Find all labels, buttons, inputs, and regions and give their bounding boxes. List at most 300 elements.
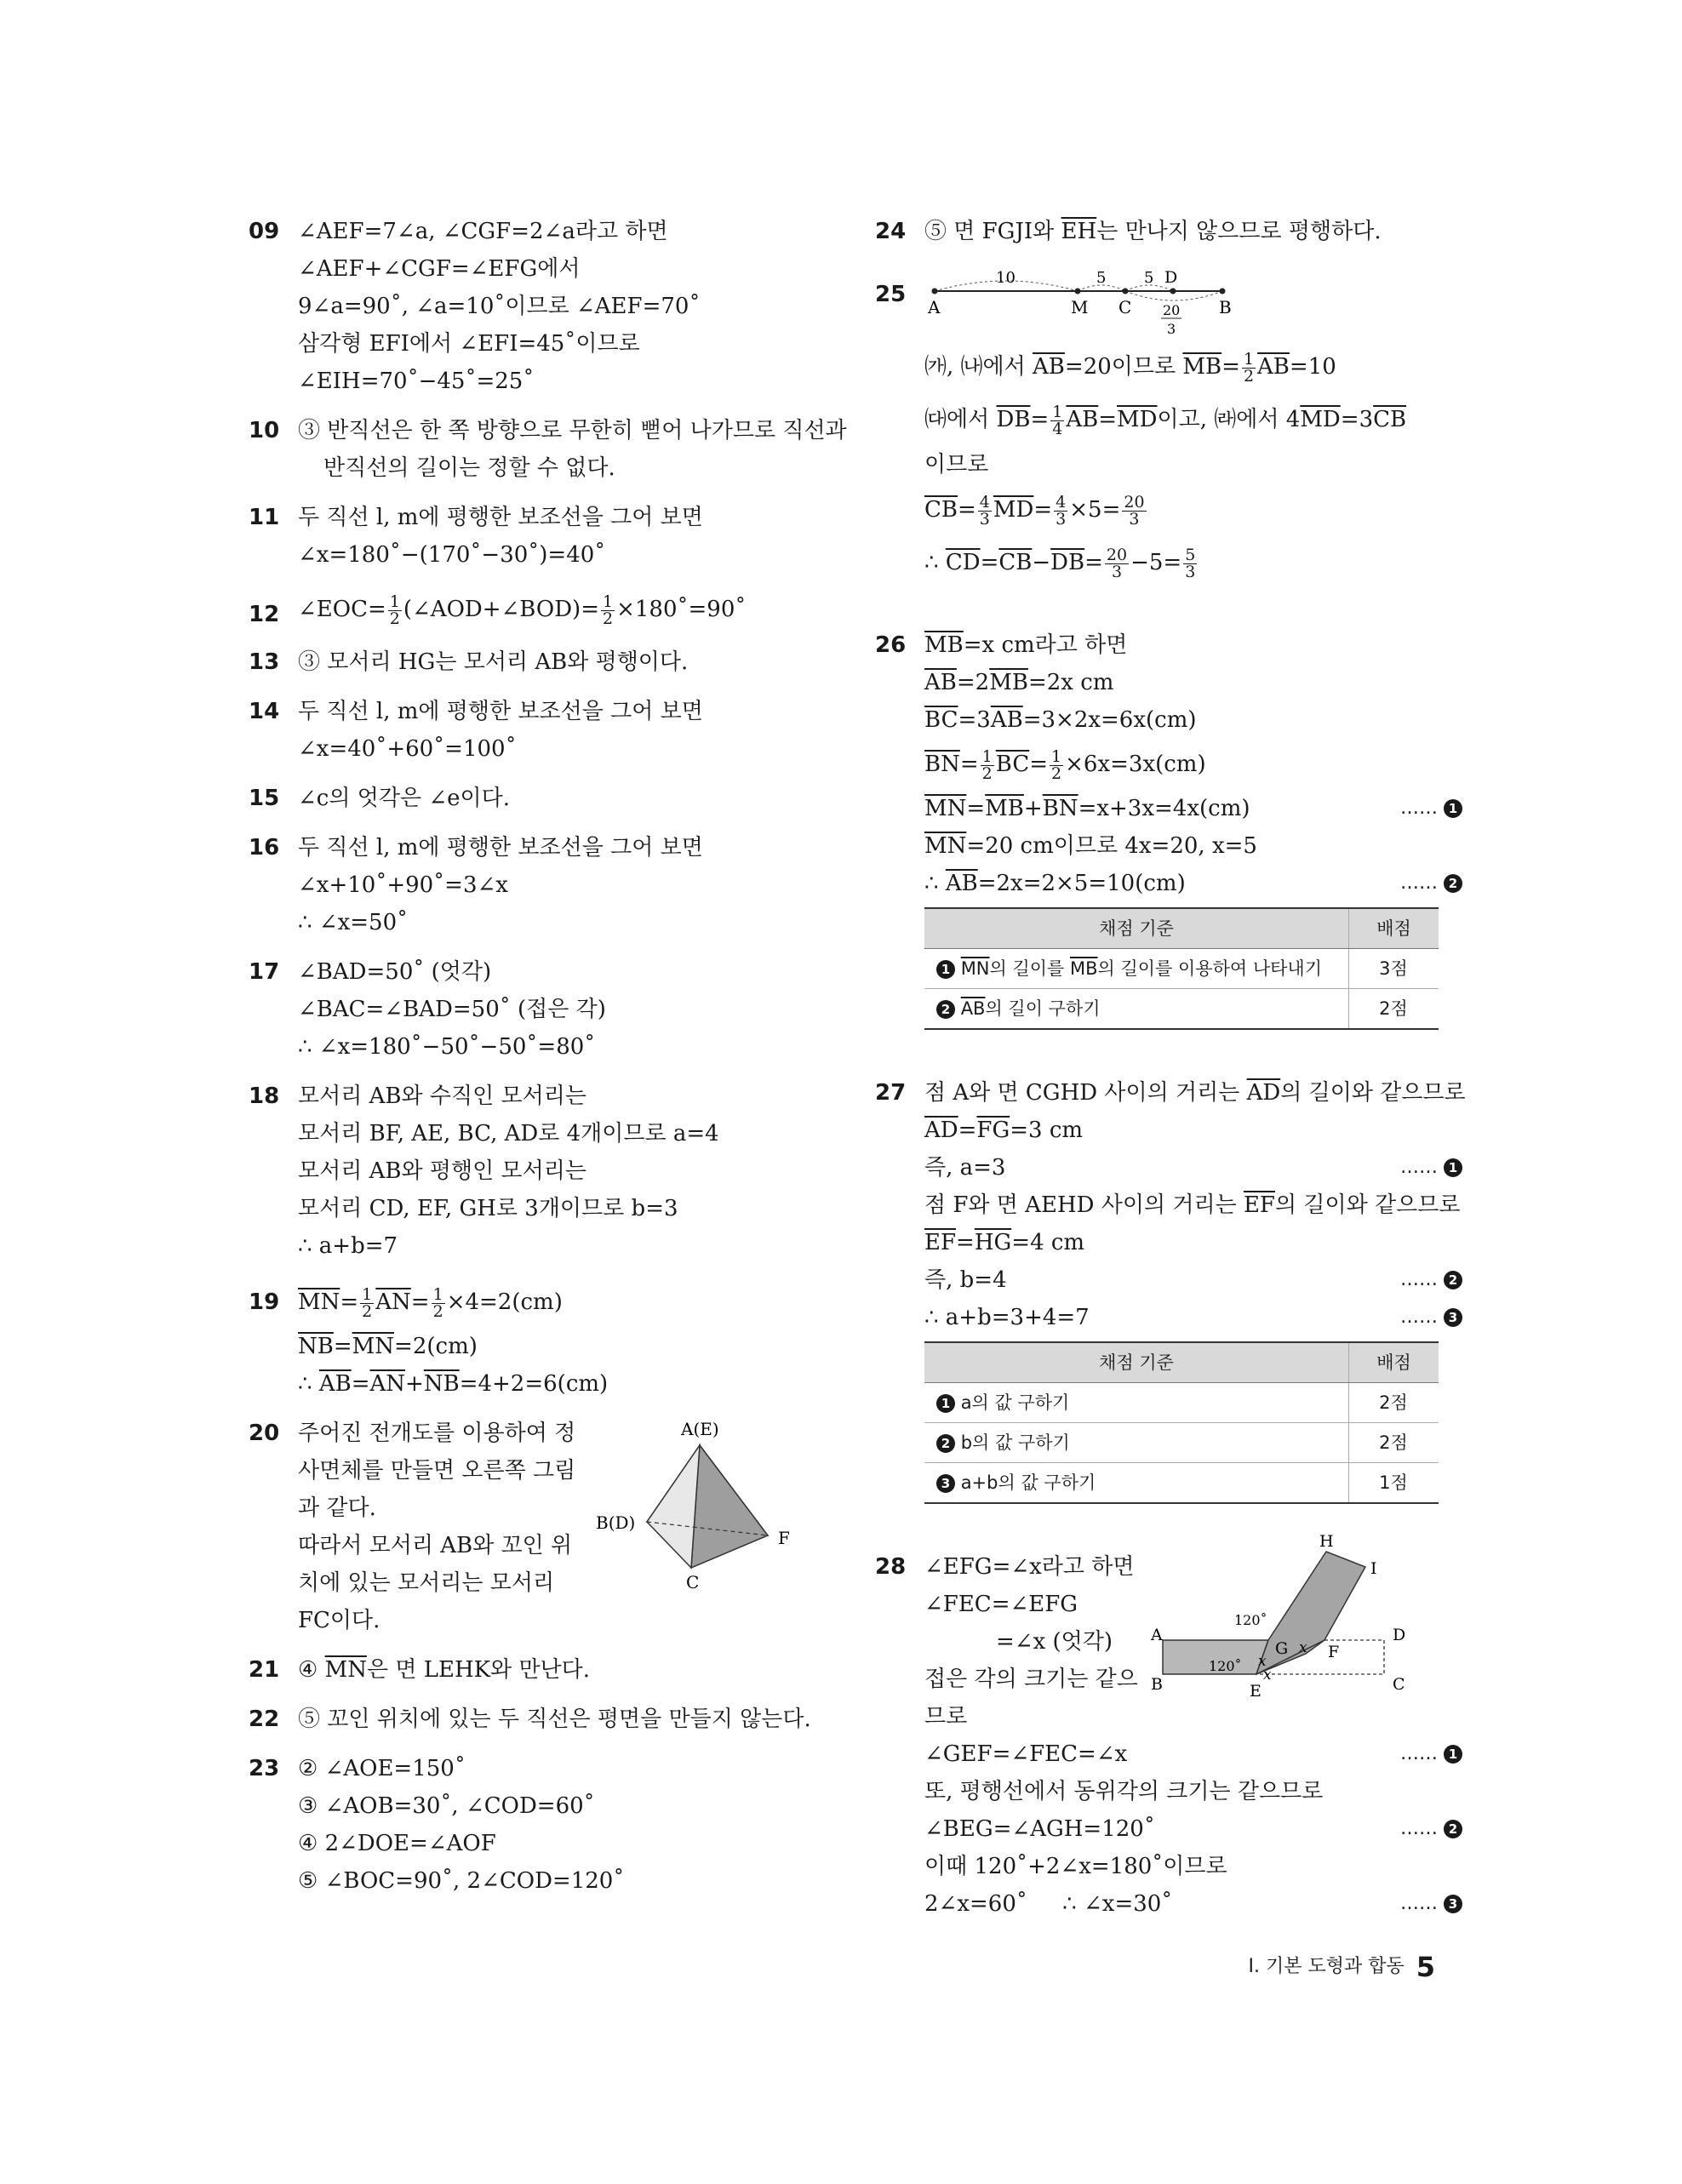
point-label: M xyxy=(1071,297,1089,317)
line: 모서리 BF, AE, BC, AD로 4개이므로 a=4 xyxy=(298,1121,719,1146)
line xyxy=(924,739,1462,790)
text: = xyxy=(959,752,979,777)
segment: $\overline{NB}$ xyxy=(298,1334,334,1359)
numerator: 1 xyxy=(981,746,993,766)
step-number-icon: 3 xyxy=(1444,1308,1462,1327)
segment: $\overline{AN}$ xyxy=(369,1371,406,1397)
point-label: I xyxy=(1370,1559,1377,1578)
line: 모서리 AB와 평행인 모서리는 xyxy=(298,1158,586,1184)
distance-label: 10 xyxy=(996,271,1015,287)
denominator: 2 xyxy=(1243,366,1255,386)
line xyxy=(924,827,1462,865)
line xyxy=(924,1261,1462,1299)
line: 접은 각의 크기는 같으 xyxy=(924,1667,1138,1692)
score-cell: 2점 xyxy=(1349,1423,1439,1463)
text: 2∠x=60˚ ∴ ∠x=30˚ xyxy=(924,1891,1173,1917)
line: ∠BAC=∠BAD=50˚ (접은 각) xyxy=(298,997,606,1022)
point-label: B xyxy=(1151,1675,1163,1694)
problem-20 xyxy=(249,1415,844,1639)
line: ④ 2∠DOE=∠AOF xyxy=(298,1831,496,1856)
denominator: 3 xyxy=(1185,562,1196,581)
problem-number: 25 xyxy=(875,282,907,307)
text: ×180˚=90˚ xyxy=(616,597,747,622)
point xyxy=(1220,289,1226,294)
step-marker xyxy=(1400,865,1462,902)
text: =3 xyxy=(958,707,991,733)
line xyxy=(924,536,1462,589)
denominator: 3 xyxy=(1111,562,1123,581)
text: 의 길이를 xyxy=(989,958,1071,979)
denominator: 2 xyxy=(602,609,614,628)
segment: $\overline{MN}$ xyxy=(924,796,967,821)
segment: $\overline{MD}$ xyxy=(1117,407,1158,432)
segment: $\overline{BC}$ xyxy=(995,752,1030,777)
score-cell: 2점 xyxy=(1349,989,1439,1030)
fraction xyxy=(388,594,402,627)
vertex-label: F xyxy=(778,1528,790,1548)
segment: $\overline{EF}$ xyxy=(924,1230,957,1255)
text: a의 값 구하기 xyxy=(960,1392,1070,1413)
segment: $\overline{MB}$ xyxy=(1182,354,1222,380)
denominator: 4 xyxy=(1052,419,1063,438)
text: ㈎, ㈏에서 xyxy=(924,354,1033,380)
line xyxy=(924,1299,1462,1336)
text: b의 값 구하기 xyxy=(960,1432,1070,1453)
header-score: 배점 xyxy=(1349,1342,1439,1383)
text: = xyxy=(1221,354,1240,380)
line: ② ∠AOE=150˚ xyxy=(298,1756,466,1781)
text: 은 면 LEHK와 만난다. xyxy=(366,1657,591,1683)
dots: …… xyxy=(1400,1743,1438,1764)
text: =2(cm) xyxy=(394,1334,478,1359)
segment: $\overline{AB}$ xyxy=(990,707,1023,733)
fraction-numerator: 20 xyxy=(1163,302,1181,318)
fraction xyxy=(1105,547,1129,580)
text: = xyxy=(340,1289,359,1315)
distance-label: 5 xyxy=(1144,271,1154,287)
problem-number: 24 xyxy=(875,219,907,244)
point-label: D xyxy=(1393,1626,1406,1644)
table-row xyxy=(924,949,1439,989)
numerator: 4 xyxy=(1056,492,1067,512)
text: ∠GEF=∠FEC=∠x xyxy=(924,1741,1128,1767)
dots: …… xyxy=(1400,872,1438,894)
text: ∠EOC= xyxy=(298,597,386,622)
segment: $\overline{BC}$ xyxy=(924,707,958,733)
criteria-cell xyxy=(924,1463,1349,1504)
fraction xyxy=(1242,349,1256,386)
table-header xyxy=(924,908,1439,949)
line: ③ 모서리 HG는 모서리 AB와 평행이다. xyxy=(298,649,689,675)
text: =20이므로 xyxy=(1064,354,1183,380)
line xyxy=(298,1277,844,1328)
denominator: 2 xyxy=(981,763,993,783)
text: ∴ xyxy=(298,1371,319,1397)
text: ∴ xyxy=(924,871,946,896)
numerator: 1 xyxy=(432,1284,443,1304)
text: −5= xyxy=(1130,550,1182,575)
point-label: A xyxy=(1151,1626,1163,1644)
step-marker xyxy=(1400,1261,1462,1299)
text: ⑤ 면 FGJI와 xyxy=(924,219,1061,244)
text: 의 길이를 이용하여 나타내기 xyxy=(1097,958,1323,979)
segment: $\overline{MN}$ xyxy=(924,833,967,859)
problem-number: 10 xyxy=(249,418,280,443)
line xyxy=(924,1149,1462,1186)
line: ∠c의 엇각은 ∠e이다. xyxy=(298,786,511,811)
problem-number: 09 xyxy=(249,219,280,244)
problem-number: 14 xyxy=(249,699,280,724)
vertex-label: A(E) xyxy=(681,1419,719,1439)
denominator: 3 xyxy=(1129,509,1140,529)
table-header xyxy=(924,1342,1439,1383)
header-criteria: 채점 기준 xyxy=(924,908,1349,949)
text: = xyxy=(410,1289,430,1315)
line: =∠x (엇각) xyxy=(996,1629,1113,1655)
problem-15 xyxy=(249,780,844,817)
text: = xyxy=(1098,407,1118,432)
step-number-icon: 3 xyxy=(936,1474,955,1493)
problem-28 xyxy=(875,1535,1462,1923)
chapter-title: I. 기본 도형과 합동 xyxy=(1248,1956,1405,1977)
denominator: 3 xyxy=(979,509,990,529)
segment: $\overline{MB}$ xyxy=(985,796,1024,821)
numerator: 1 xyxy=(389,592,400,611)
line: 과 같다. xyxy=(298,1495,376,1521)
fraction xyxy=(981,746,994,783)
fraction xyxy=(1122,492,1146,529)
fraction xyxy=(1050,404,1064,437)
problem-number: 26 xyxy=(875,632,907,658)
segment: $\overline{AB}$ xyxy=(960,998,986,1019)
text: 의 길이와 같으므로 xyxy=(1274,1192,1461,1218)
text: =20 cm이므로 4x=20, x=5 xyxy=(966,833,1257,859)
line xyxy=(924,1186,1462,1224)
line xyxy=(924,1885,1462,1923)
line: 두 직선 l, m에 평행한 보조선을 그어 보면 xyxy=(298,699,703,724)
fraction xyxy=(1183,547,1197,580)
segment: $\overline{MN}$ xyxy=(298,1289,340,1315)
point-label: E xyxy=(1250,1682,1262,1701)
line: ∠x=180˚−(170˚−30˚)=40˚ xyxy=(298,542,606,568)
line: 9∠a=90˚, ∠a=10˚이므로 ∠AEF=70˚ xyxy=(298,294,701,319)
problem-23 xyxy=(249,1750,844,1900)
text: ∴ xyxy=(924,550,946,575)
segment: $\overline{FG}$ xyxy=(976,1118,1010,1143)
line: ∠EIH=70˚−45˚=25˚ xyxy=(298,369,535,394)
text: =10 xyxy=(1289,354,1336,380)
line: 모서리 CD, EF, GH로 3개이므로 b=3 xyxy=(298,1196,678,1221)
segment: $\overline{AB}$ xyxy=(945,871,978,896)
fraction xyxy=(432,1284,445,1321)
text: =2x=2×5=10(cm) xyxy=(977,871,1186,896)
line: 두 직선 l, m에 평행한 보조선을 그어 보면 xyxy=(298,505,703,530)
text: = xyxy=(351,1371,370,1397)
segment: $\overline{MB}$ xyxy=(1070,958,1098,979)
page-number: 5 xyxy=(1416,1951,1435,1983)
text: 즉, b=4 xyxy=(924,1267,1007,1293)
text: = xyxy=(980,550,999,575)
problem-12 xyxy=(249,586,844,633)
criteria-cell xyxy=(924,949,1349,989)
line: ∠BAD=50˚ (엇각) xyxy=(298,959,492,985)
line xyxy=(924,790,1462,827)
score-cell: 3점 xyxy=(1349,949,1439,989)
segment: $\overline{MD}$ xyxy=(993,497,1034,523)
text: = xyxy=(1033,497,1053,523)
point-label: C xyxy=(1393,1675,1405,1694)
problem-09 xyxy=(249,213,844,400)
point xyxy=(1123,289,1129,294)
point-label: B xyxy=(1219,297,1232,317)
line xyxy=(298,1328,844,1365)
segment: $\overline{MD}$ xyxy=(1300,407,1341,432)
step-marker xyxy=(1400,1299,1462,1336)
table-row xyxy=(924,989,1439,1030)
problem-number: 12 xyxy=(249,602,280,627)
step-marker xyxy=(1400,1810,1462,1848)
problem-number: 23 xyxy=(249,1756,280,1781)
line: 사면체를 만들면 오른쪽 그림 xyxy=(298,1458,576,1484)
line: ∠x=40˚+60˚=100˚ xyxy=(298,736,517,762)
text: =3 cm xyxy=(1010,1118,1084,1143)
numerator: 1 xyxy=(1052,402,1063,421)
problem-number: 21 xyxy=(249,1657,280,1683)
segment: $\overline{AB}$ xyxy=(1257,354,1290,380)
problem-18 xyxy=(249,1078,844,1265)
segment: $\overline{NB}$ xyxy=(423,1371,460,1397)
step-marker xyxy=(1400,1735,1462,1773)
problem-number: 18 xyxy=(249,1083,280,1109)
grading-table xyxy=(924,907,1439,1030)
problem-25 xyxy=(875,271,1462,589)
text: 이고, ㈑에서 4 xyxy=(1157,407,1301,432)
segment: $\overline{EF}$ xyxy=(1243,1192,1275,1218)
right-column xyxy=(875,204,1466,1923)
text: =4+2=6(cm) xyxy=(459,1371,609,1397)
page-footer xyxy=(1249,1951,1436,1983)
text: a+b의 값 구하기 xyxy=(960,1472,1096,1493)
text: =x cm라고 하면 xyxy=(963,632,1128,658)
step-marker xyxy=(1400,1885,1462,1923)
text: + xyxy=(405,1371,424,1397)
segment: $\overline{MB}$ xyxy=(924,632,964,658)
line xyxy=(924,1224,1462,1261)
problem-22 xyxy=(249,1701,844,1738)
denominator: 2 xyxy=(432,1301,443,1321)
table-row xyxy=(924,1463,1439,1504)
line xyxy=(924,483,1462,536)
text: − xyxy=(1032,550,1051,575)
problem-16 xyxy=(249,829,844,941)
folded-paper-figure xyxy=(1139,1535,1420,1730)
step-number-icon: 2 xyxy=(936,1434,955,1453)
problem-24 xyxy=(875,213,1462,250)
segment: $\overline{AD}$ xyxy=(924,1118,958,1143)
paper-folded xyxy=(1256,1552,1365,1674)
angle-label: x xyxy=(1258,1653,1267,1670)
numerator: 1 xyxy=(362,1284,373,1304)
denominator: 2 xyxy=(362,1301,373,1321)
face xyxy=(691,1445,768,1568)
angle-label: x xyxy=(1263,1667,1272,1684)
text: ×5= xyxy=(1069,497,1121,523)
point-label: C xyxy=(1118,297,1132,317)
line xyxy=(924,865,1462,902)
angle-label: 120˚ xyxy=(1209,1658,1242,1674)
text: = xyxy=(1029,752,1049,777)
line: ∠AEF+∠CGF=∠EFG에서 xyxy=(298,256,581,282)
segment-figure xyxy=(924,271,1248,340)
segment: $\overline{MN}$ xyxy=(960,958,990,979)
text: ④ xyxy=(298,1657,325,1683)
step-number-icon: 1 xyxy=(936,1394,955,1413)
text: 점 A와 면 CGHD 사이의 거리는 xyxy=(924,1080,1247,1106)
segment: $\overline{BN}$ xyxy=(924,752,960,777)
point xyxy=(1170,289,1176,294)
line: 또, 평행선에서 동위각의 크기는 같으므로 xyxy=(924,1779,1324,1804)
problem-number: 19 xyxy=(249,1289,280,1315)
line: FC이다. xyxy=(298,1608,380,1633)
segment: $\overline{AB}$ xyxy=(1033,354,1065,380)
segment: $\overline{CB}$ xyxy=(1373,407,1407,432)
point-label: A xyxy=(928,297,941,317)
segment: $\overline{AB}$ xyxy=(318,1371,352,1397)
line xyxy=(924,1074,1466,1112)
dots: …… xyxy=(1400,1269,1438,1290)
segment: $\overline{AN}$ xyxy=(375,1289,411,1315)
text: 의 길이와 같으므로 xyxy=(1280,1080,1466,1106)
text: =3×2x=6x(cm) xyxy=(1022,707,1197,733)
line: 주어진 전개도를 이용하여 정 xyxy=(298,1421,576,1446)
problem-13 xyxy=(249,643,844,681)
problem-27 xyxy=(875,1074,1466,1504)
criteria-cell xyxy=(924,1383,1349,1423)
face xyxy=(647,1445,700,1568)
point xyxy=(1075,289,1081,294)
line xyxy=(924,393,1462,446)
line: ⑤ 꼬인 위치에 있는 두 직선은 평면을 만들지 않는다. xyxy=(298,1707,811,1732)
segment: $\overline{CB}$ xyxy=(924,497,958,523)
point-label: F xyxy=(1328,1643,1340,1661)
text: ∴ a+b=3+4=7 xyxy=(924,1305,1090,1330)
problem-number: 20 xyxy=(249,1421,280,1446)
line: ⑤ ∠BOC=90˚, 2∠COD=120˚ xyxy=(298,1868,625,1894)
text: ∠BEG=∠AGH=120˚ xyxy=(924,1816,1155,1842)
numerator: 1 xyxy=(1051,746,1062,766)
problem-21 xyxy=(249,1651,844,1689)
segment: $\overline{DB}$ xyxy=(996,407,1031,432)
line xyxy=(298,1365,844,1403)
vertex-label: B(D) xyxy=(596,1512,636,1533)
denominator: 3 xyxy=(1056,509,1067,529)
text: 의 길이 구하기 xyxy=(985,998,1101,1019)
step-number-icon: 2 xyxy=(1444,1271,1462,1289)
problem-14 xyxy=(249,693,844,768)
criteria-cell xyxy=(924,989,1349,1030)
problem-number: 17 xyxy=(249,959,280,985)
header-criteria: 채점 기준 xyxy=(924,1342,1349,1383)
dots: …… xyxy=(1400,1157,1438,1178)
line xyxy=(298,586,844,633)
segment: $\overline{EH}$ xyxy=(1061,219,1097,244)
fraction xyxy=(1050,746,1063,783)
point-label: H xyxy=(1319,1535,1334,1551)
vertex-label: C xyxy=(686,1572,700,1592)
line xyxy=(924,213,1462,250)
line: ∠x+10˚+90˚=3∠x xyxy=(298,872,508,898)
problem-number: 22 xyxy=(249,1707,280,1732)
problem-26 xyxy=(875,626,1462,1030)
distance-label: 5 xyxy=(1096,271,1107,287)
step-number-icon: 1 xyxy=(1444,1158,1462,1177)
line: ∠EFG=∠x라고 하면 xyxy=(924,1554,1135,1580)
text: =x+3x=4x(cm) xyxy=(1078,796,1250,821)
denominator: 2 xyxy=(1051,763,1062,783)
line: ∴ a+b=7 xyxy=(298,1233,398,1259)
header-score: 배점 xyxy=(1349,908,1439,949)
numerator: 20 xyxy=(1106,545,1128,564)
problem-10 xyxy=(249,412,847,487)
line: ∴ ∠x=50˚ xyxy=(298,910,409,935)
step-number-icon: 2 xyxy=(1444,1820,1462,1838)
line: 반직선의 길이는 정할 수 없다. xyxy=(323,455,615,481)
segment: $\overline{AB}$ xyxy=(924,670,957,695)
numerator: 1 xyxy=(1243,349,1255,369)
problem-11 xyxy=(249,499,844,574)
segment: $\overline{CB}$ xyxy=(998,550,1033,575)
problem-number: 15 xyxy=(249,786,280,811)
fraction xyxy=(1054,492,1067,529)
step-number-icon: 1 xyxy=(1444,1745,1462,1764)
segment: $\overline{MN}$ xyxy=(352,1334,395,1359)
text: =2x cm xyxy=(1027,670,1114,695)
line: ∠AEF=7∠a, ∠CGF=2∠a라고 하면 xyxy=(298,219,668,244)
problem-number: 13 xyxy=(249,649,280,675)
text: ×6x=3x(cm) xyxy=(1065,752,1206,777)
line: 이므로 xyxy=(924,452,989,477)
text: + xyxy=(1023,796,1043,821)
text: ㈐에서 xyxy=(924,407,997,432)
text: = xyxy=(956,1230,975,1255)
line: ③ 반직선은 한 쪽 방향으로 무한히 뻗어 나가므로 직선과 xyxy=(298,418,847,443)
line xyxy=(924,626,1462,664)
line xyxy=(924,340,1462,393)
fraction xyxy=(978,492,992,529)
numerator: 5 xyxy=(1185,545,1196,564)
problem-number: 11 xyxy=(249,505,280,530)
step-number-icon: 1 xyxy=(936,960,955,979)
point-label: G xyxy=(1275,1639,1289,1658)
score-cell: 1점 xyxy=(1349,1463,1439,1504)
text: ×4=2(cm) xyxy=(446,1289,563,1315)
step-marker xyxy=(1400,790,1462,827)
denominator: 2 xyxy=(389,609,400,628)
line xyxy=(924,1112,1462,1149)
segment: $\overline{CD}$ xyxy=(945,550,981,575)
line: 이때 120˚+2∠x=180˚이므로 xyxy=(924,1854,1227,1879)
step-number-icon: 3 xyxy=(1444,1895,1462,1913)
step-number-icon: 2 xyxy=(936,1000,955,1019)
numerator: 1 xyxy=(602,592,614,611)
tetrahedron-figure xyxy=(589,1409,819,1605)
line xyxy=(298,1651,844,1689)
grading-table xyxy=(924,1341,1439,1504)
dots: …… xyxy=(1400,1306,1438,1328)
fraction-denominator: 3 xyxy=(1167,321,1176,337)
numerator: 4 xyxy=(979,492,990,512)
numerator: 20 xyxy=(1124,492,1145,512)
